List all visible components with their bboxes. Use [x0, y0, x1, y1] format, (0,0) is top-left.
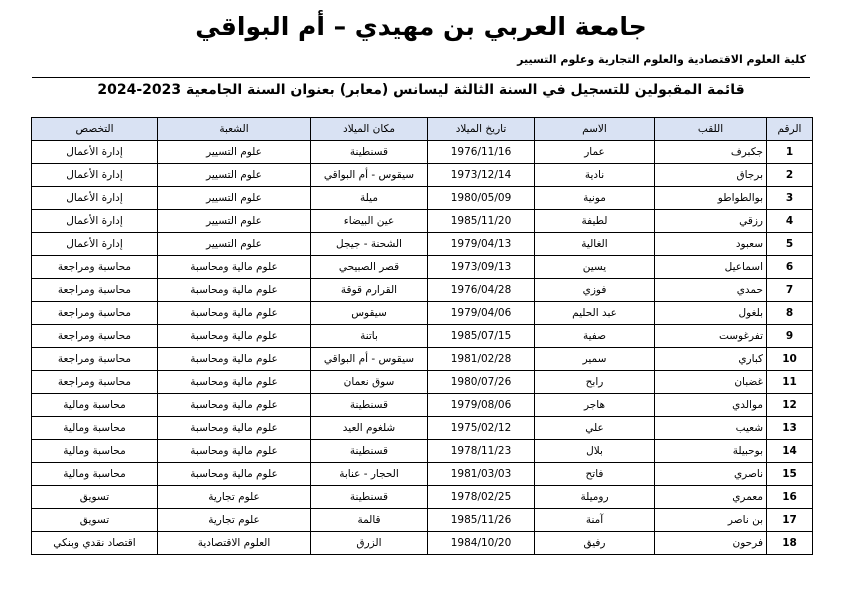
table-row [32, 256, 813, 279]
birth-date-cell: 1976/11/16 [428, 141, 535, 164]
branch-cell: علوم تجارية [158, 509, 311, 532]
first-name-cell: رابح [535, 371, 655, 394]
branch-cell: علوم مالية ومحاسبة [158, 325, 311, 348]
last-name-cell: بن ناصر [655, 509, 767, 532]
branch-cell: علوم مالية ومحاسبة [158, 417, 311, 440]
birth-date-cell: 1981/03/03 [428, 463, 535, 486]
specialty-cell: محاسبة ومراجعة [32, 348, 158, 371]
birth-date-cell: 1985/11/20 [428, 210, 535, 233]
birth-date-cell: 1978/11/23 [428, 440, 535, 463]
row-number-cell: 1 [767, 141, 813, 164]
last-name-cell: بوحبيلة [655, 440, 767, 463]
first-name-cell: مونية [535, 187, 655, 210]
table-row [32, 394, 813, 417]
first-name-cell: نادية [535, 164, 655, 187]
birth-place-cell: شلغوم العيد [311, 417, 428, 440]
first-name-cell: فوزي [535, 279, 655, 302]
table-row [32, 164, 813, 187]
row-number-cell: 13 [767, 417, 813, 440]
table-row [32, 210, 813, 233]
row-number-cell: 10 [767, 348, 813, 371]
birth-date-cell: 1981/02/28 [428, 348, 535, 371]
birth-place-cell: القرارم قوقة [311, 279, 428, 302]
first-name-cell: عبد الحليم [535, 302, 655, 325]
last-name-cell: اسماعيل [655, 256, 767, 279]
last-name-cell: حمدي [655, 279, 767, 302]
table-row [32, 348, 813, 371]
specialty-header: التخصص [32, 118, 158, 141]
last-name-cell: رزقي [655, 210, 767, 233]
specialty-cell: محاسبة ومالية [32, 394, 158, 417]
table-row [32, 486, 813, 509]
branch-cell: علوم مالية ومحاسبة [158, 394, 311, 417]
last-name-cell: معمري [655, 486, 767, 509]
birth-place-cell: قسنطينة [311, 141, 428, 164]
branch-cell: علوم مالية ومحاسبة [158, 348, 311, 371]
faculty-name: كلية العلوم الاقتصادية والعلوم التجارية وعلوم التسيير [517, 53, 806, 66]
firstname-header: الاسم [535, 118, 655, 141]
table-row [32, 302, 813, 325]
branch-cell: علوم التسيير [158, 210, 311, 233]
specialty-cell: محاسبة ومراجعة [32, 302, 158, 325]
birth-date-cell: 1973/12/14 [428, 164, 535, 187]
last-name-cell: جكبرف [655, 141, 767, 164]
birth-date-cell: 1979/08/06 [428, 394, 535, 417]
last-name-cell: غضبان [655, 371, 767, 394]
row-number-cell: 17 [767, 509, 813, 532]
first-name-cell: روميلة [535, 486, 655, 509]
last-name-cell: برجاق [655, 164, 767, 187]
table-row [32, 532, 813, 555]
birth-date-cell: 1975/02/12 [428, 417, 535, 440]
birth-date-cell: 1979/04/06 [428, 302, 535, 325]
last-name-cell: شعيب [655, 417, 767, 440]
last-name-cell: موالدي [655, 394, 767, 417]
branch-cell: علوم التسيير [158, 187, 311, 210]
row-number-cell: 11 [767, 371, 813, 394]
row-number-cell: 16 [767, 486, 813, 509]
row-number-cell: 12 [767, 394, 813, 417]
branch-header: الشعبة [158, 118, 311, 141]
header-divider [32, 77, 810, 78]
first-name-cell: آمنة [535, 509, 655, 532]
table-row [32, 325, 813, 348]
first-name-cell: لطيفة [535, 210, 655, 233]
first-name-cell: صفية [535, 325, 655, 348]
last-name-cell: بوالطواطو [655, 187, 767, 210]
branch-cell: علوم التسيير [158, 141, 311, 164]
branch-cell: علوم مالية ومحاسبة [158, 440, 311, 463]
table-row [32, 279, 813, 302]
last-name-cell: كباري [655, 348, 767, 371]
row-number-cell: 6 [767, 256, 813, 279]
birth-place-cell: قسنطينة [311, 394, 428, 417]
specialty-cell: تسويق [32, 509, 158, 532]
branch-cell: علوم مالية ومحاسبة [158, 256, 311, 279]
birth-date-cell: 1979/04/13 [428, 233, 535, 256]
lastname-header: اللقب [655, 118, 767, 141]
row-number-cell: 8 [767, 302, 813, 325]
birth-place-cell: سيقوس [311, 302, 428, 325]
table-row [32, 440, 813, 463]
row-number-cell: 18 [767, 532, 813, 555]
birth-place-cell: قصر الصبيحي [311, 256, 428, 279]
birth-place-cell: سوق نعمان [311, 371, 428, 394]
first-name-cell: سمير [535, 348, 655, 371]
row-number-cell: 15 [767, 463, 813, 486]
branch-cell: علوم مالية ومحاسبة [158, 302, 311, 325]
table-row [32, 187, 813, 210]
row-number-cell: 5 [767, 233, 813, 256]
first-name-cell: هاجر [535, 394, 655, 417]
birth-date-cell: 1984/10/20 [428, 532, 535, 555]
specialty-cell: محاسبة ومراجعة [32, 279, 158, 302]
last-name-cell: ناصري [655, 463, 767, 486]
branch-cell: علوم مالية ومحاسبة [158, 279, 311, 302]
first-name-cell: فاتح [535, 463, 655, 486]
specialty-cell: إدارة الأعمال [32, 141, 158, 164]
birthdate-header: تاريخ الميلاد [428, 118, 535, 141]
table-row [32, 417, 813, 440]
birthplace-header: مكان الميلاد [311, 118, 428, 141]
first-name-cell: رفيق [535, 532, 655, 555]
table-row [32, 233, 813, 256]
specialty-cell: تسويق [32, 486, 158, 509]
birth-place-cell: عين البيضاء [311, 210, 428, 233]
first-name-cell: عمار [535, 141, 655, 164]
birth-date-cell: 1980/07/26 [428, 371, 535, 394]
last-name-cell: بلغول [655, 302, 767, 325]
birth-date-cell: 1985/11/26 [428, 509, 535, 532]
students-table [31, 117, 813, 555]
row-number-cell: 3 [767, 187, 813, 210]
specialty-cell: إدارة الأعمال [32, 164, 158, 187]
specialty-cell: إدارة الأعمال [32, 233, 158, 256]
last-name-cell: فرحون [655, 532, 767, 555]
birth-place-cell: قسنطينة [311, 486, 428, 509]
row-number-cell: 4 [767, 210, 813, 233]
table-row [32, 463, 813, 486]
first-name-cell: يسين [535, 256, 655, 279]
birth-date-cell: 1978/02/25 [428, 486, 535, 509]
specialty-cell: محاسبة ومراجعة [32, 325, 158, 348]
table-body [32, 141, 813, 555]
branch-cell: علوم مالية ومحاسبة [158, 463, 311, 486]
birth-place-cell: ميلة [311, 187, 428, 210]
specialty-cell: محاسبة ومالية [32, 440, 158, 463]
specialty-cell: محاسبة ومالية [32, 463, 158, 486]
last-name-cell: سعبود [655, 233, 767, 256]
branch-cell: علوم التسيير [158, 164, 311, 187]
birth-place-cell: باتنة [311, 325, 428, 348]
university-title: جامعة العربي بن مهيدي – أم البواقي [195, 12, 647, 41]
specialty-cell: اقتصاد نقدي وبنكي [32, 532, 158, 555]
last-name-cell: تفرغوست [655, 325, 767, 348]
branch-cell: علوم تجارية [158, 486, 311, 509]
birth-date-cell: 1980/05/09 [428, 187, 535, 210]
specialty-cell: إدارة الأعمال [32, 210, 158, 233]
birth-date-cell: 1973/09/13 [428, 256, 535, 279]
row-number-cell: 7 [767, 279, 813, 302]
birth-place-cell: قسنطينة [311, 440, 428, 463]
first-name-cell: الغالية [535, 233, 655, 256]
birth-date-cell: 1976/04/28 [428, 279, 535, 302]
table-row [32, 509, 813, 532]
birth-place-cell: قالمة [311, 509, 428, 532]
birth-place-cell: الحجار - عنابة [311, 463, 428, 486]
specialty-cell: محاسبة ومراجعة [32, 256, 158, 279]
birth-place-cell: الشحنة - جيجل [311, 233, 428, 256]
row-number-cell: 2 [767, 164, 813, 187]
table-header-row [32, 118, 813, 141]
branch-cell: علوم مالية ومحاسبة [158, 371, 311, 394]
specialty-cell: محاسبة ومالية [32, 417, 158, 440]
birth-date-cell: 1985/07/15 [428, 325, 535, 348]
number-header: الرقم [767, 118, 813, 141]
birth-place-cell: الزرق [311, 532, 428, 555]
birth-place-cell: سيقوس - أم البواقي [311, 164, 428, 187]
first-name-cell: علي [535, 417, 655, 440]
first-name-cell: بلال [535, 440, 655, 463]
branch-cell: علوم التسيير [158, 233, 311, 256]
table-row [32, 371, 813, 394]
specialty-cell: إدارة الأعمال [32, 187, 158, 210]
specialty-cell: محاسبة ومراجعة [32, 371, 158, 394]
list-title: قائمة المقبولين للتسجيل في السنة الثالثة ليسانس (معابر) بعنوان السنة الجامعية 2023-2024 [97, 82, 745, 98]
birth-place-cell: سيقوس - أم البواقي [311, 348, 428, 371]
branch-cell: العلوم الاقتصادية [158, 532, 311, 555]
row-number-cell: 9 [767, 325, 813, 348]
row-number-cell: 14 [767, 440, 813, 463]
table-row [32, 141, 813, 164]
